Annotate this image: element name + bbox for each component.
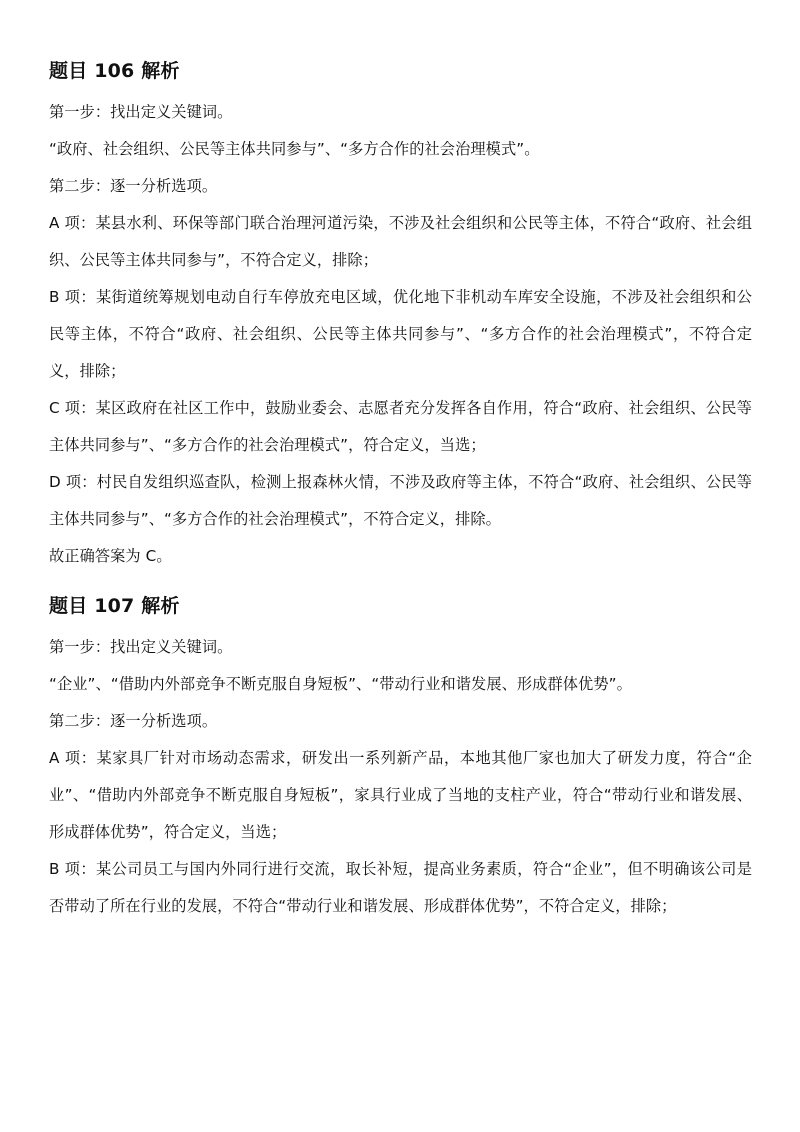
- paragraph: 第一步：找出定义关键词。: [49, 103, 233, 121]
- section-heading: 题目 106 解析: [49, 60, 180, 82]
- paragraph: 第二步：逐一分析选项。: [49, 177, 218, 195]
- paragraph: B 项：某公司员工与国内外同行进行交流，取长补短，提高业务素质，符合“企业”，但不明确该公司是否带动了所在行业的发展，不符合“带动行业和谐发展、形成群体优势”，不符合定义，排除；: [49, 860, 752, 915]
- paragraph: “政府、社会组织、公民等主体共同参与”、“多方合作的社会治理模式”。: [49, 140, 540, 158]
- document-page: [49, 50, 752, 925]
- paragraph: D 项：村民自发组织巡查队，检测上报森林火情，不涉及政府等主体，不符合“政府、社会组织、公民等主体共同参与”、“多方合作的社会治理模式”，不符合定义，排除。: [49, 473, 752, 528]
- analysis-section-107: [49, 593, 752, 925]
- section-heading: 题目 107 解析: [49, 595, 180, 617]
- paragraph: C 项：某区政府在社区工作中，鼓励业委会、志愿者充分发挥各自作用，符合“政府、社会组织、公民等主体共同参与”、“多方合作的社会治理模式”，符合定义，当选；: [49, 399, 752, 454]
- paragraph: 故正确答案为 C。: [49, 547, 172, 565]
- paragraph: 第二步：逐一分析选项。: [49, 712, 218, 730]
- paragraph: 第一步：找出定义关键词。: [49, 638, 233, 656]
- analysis-section-106: [49, 58, 752, 575]
- paragraph: A 项：某县水利、环保等部门联合治理河道污染，不涉及社会组织和公民等主体，不符合“政府、社会组织、公民等主体共同参与”，不符合定义，排除；: [49, 214, 752, 269]
- paragraph: B 项：某街道统筹规划电动自行车停放充电区域，优化地下非机动车库安全设施，不涉及社会组织和公民等主体，不符合“政府、社会组织、公民等主体共同参与”、“多方合作的社会治理模式”，不符合定义，排除；: [49, 288, 752, 380]
- paragraph: A 项：某家具厂针对市场动态需求，研发出一系列新产品，本地其他厂家也加大了研发力度，符合“企业”、“借助内外部竞争不断克服自身短板”，家具行业成了当地的支柱产业，符合“带动行业和谐发展、形成群体优势”，符合定义，当选；: [49, 749, 752, 841]
- paragraph: “企业”、“借助内外部竞争不断克服自身短板”、“带动行业和谐发展、形成群体优势”。: [49, 675, 632, 693]
